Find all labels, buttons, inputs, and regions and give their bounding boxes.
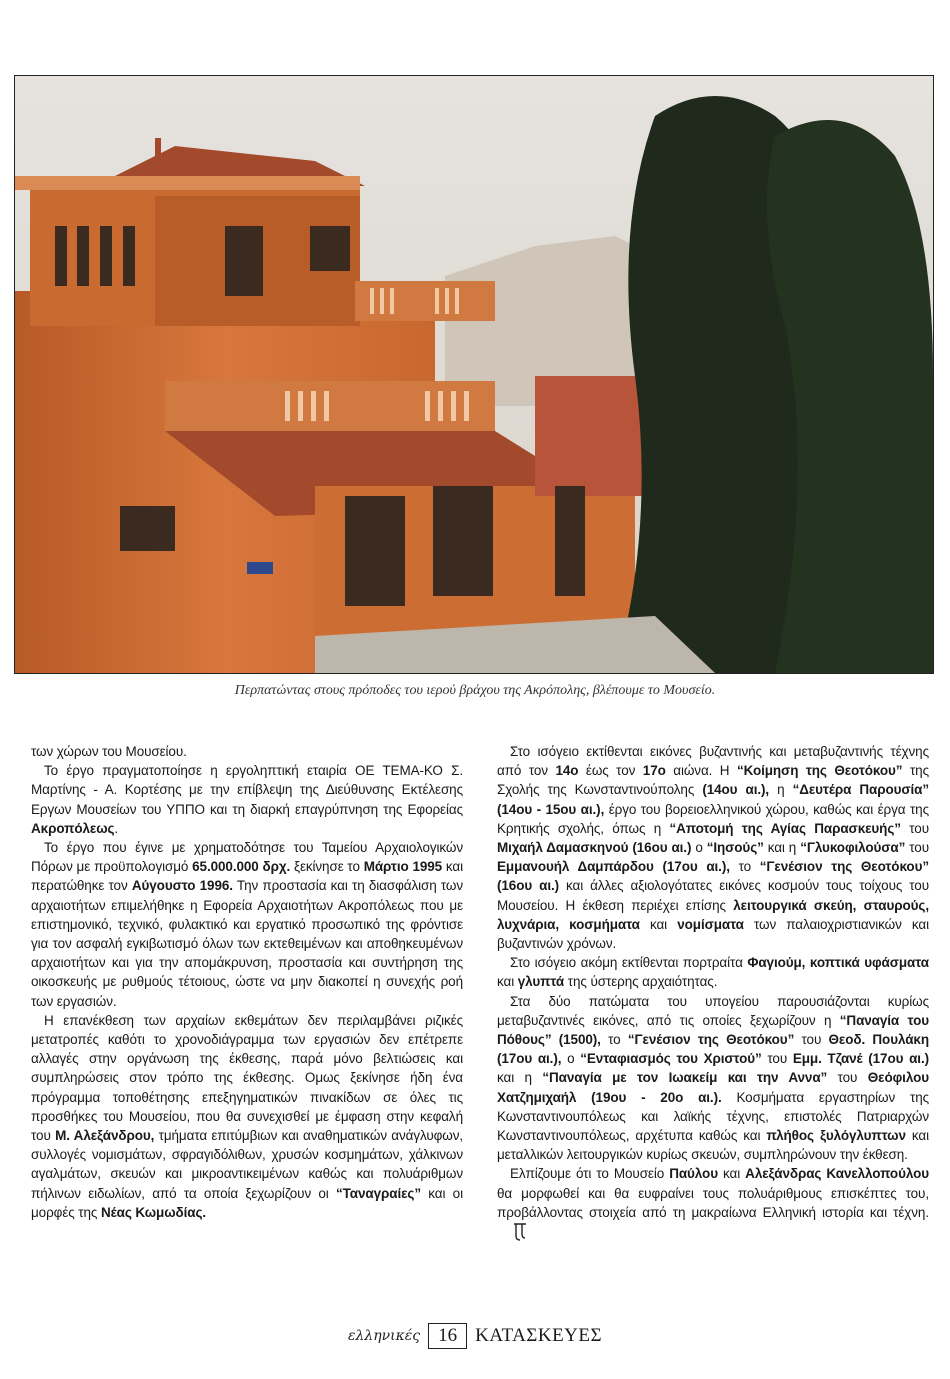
building-photo <box>14 75 934 674</box>
side-balustrade <box>355 281 495 321</box>
chimney <box>155 138 161 178</box>
shutter-2 <box>433 486 493 596</box>
shutter-3 <box>555 486 585 596</box>
paragraph: Στα δύο πατώματα του υπογείου παρουσιάζονται κυρίως μεταβυζαντινές εικόνες, από τις οποίες ξεχωρίζουν η “Παναγία του Πόθους” (1500), το “Γενέσιον της Θεοτόκου” του Θεοδ. Πουλάκη (17ου αι.), ο “Ενταφιασμός του Χριστού” του Εμμ. Τζανέ (17ου αι.) και η “Παναγία με τον Ιωακείμ και την Αννα” του Θεόφιλου Χατζημιχαήλ (19ου - 20ο αι.). Κοσμήματα εργαστηρίων της Κωνσταντινουπόλεως και λαϊκής τέχνης, επιστολές Πατριαρχών Κωνσταντινουπόλεως, αρχέτυπα καθώς και πλήθος ξυλόγλυπτων και μεταλλικών λειτουργικών κυρίως σκευών, συμπληρώνουν την έκθεση. <box>497 993 930 1163</box>
paragraph: Το έργο που έγινε με χρηματοδότησε του Ταμείου Αρχαιολογικών Πόρων με προϋπολογισμό 65.000.000 δρχ. ξεκίνησε το Μάρτιο 1995 και περατώθηκε τον Αύγουστο 1996. Την προστασία και τη διασφάλιση των αρχαιοτήτων επιμελήθηκε η Εφορεία Αρχαιοτήτων Ακροπόλεως που με επιστημονικό, τεχνικό, φυλακτικό και εργατικό προσωπικό της φρόντισε για τον ασφαλή εγκιβωτισμό όλων των εκτεθειμένων και αποθηκευμένων αρχαιοτήτων και για την απομάκρυνση, προστασία και συντήρηση της οικοσκευής με ρυθμούς τέτοιους, ώστε να μην διακοπεί η συνεχής ροή των εργασιών. <box>31 840 464 1009</box>
street-sign <box>247 562 273 574</box>
middle-balustrade <box>165 381 495 431</box>
balcony-railing <box>120 506 175 551</box>
magazine-brand: ελληνικές <box>347 1328 421 1344</box>
paragraph: Η επανέκθεση των αρχαίων εκθεμάτων δεν περιλαμβάνει ριζικές μετατροπές καθότι το χρονοδιάγραμμα των εργασιών δεν επέτρεπε αλλαγές στην οργάνωση της έκθεσης, παρά μόνο βελτιώσεις και συμπληρώσεις στον τρόπο της έκθεσης. Ομως ξεκίνησε ήδη ένα πρόγραμμα τοποθέτησης επεξηγηματικών πινακίδων σε όλες τις προσθήκες του Μουσείου, που θα συνεχισθεί με έμφαση στην κεφαλή του Μ. Αλεξάνδρου, τμήματα επιτύμβιων και αναθηματικών ανάγλυφων, συλλογές νομισμάτων, σφραγιδόλιθων, χρυσών κοσμημάτων, χάλκινων αγαλμάτων, σκευών και μικροαντικειμένων καθώς και πολυάριθμων πήλινων ειδωλίων, από τα οποία ξεχωρίζουν οι “Ταναγραίες” και οι μορφές της Νέας Κωμωδίας. <box>31 1012 463 1220</box>
paragraph: Στο ισόγειο ακόμη εκτίθενται πορτραίτα Φαγιούμ, κοπτικά υφάσματα και γλυπτά της ύστερης αρχαιότητας. <box>497 955 929 990</box>
section-name: ΚΑΤΑΣΚΕΥΕΣ <box>475 1325 603 1346</box>
left-column <box>31 742 463 1222</box>
paragraph: των χώρων του Μουσείου. <box>31 744 187 759</box>
top-balustrade <box>15 176 360 190</box>
right-column <box>497 742 929 1247</box>
paragraph: Ελπίζουμε ότι το Μουσείο Παύλου και Αλεξάνδρας Κανελλοπούλου θα μορφωθεί και θα ευφραίνει τους πολυάριθμους επισκέπτες του, προβάλλοντας στοιχεία από τη μακραίωνα Ελληνική ιστορία και τέχνη. <box>497 1164 929 1247</box>
page-footer <box>0 1323 950 1349</box>
shutter-1 <box>345 496 405 606</box>
end-of-article-icon <box>499 1222 528 1247</box>
tower-window-grille <box>310 226 350 271</box>
museum-building-illustration <box>15 76 933 673</box>
page-number: 16 <box>428 1323 467 1349</box>
paragraph: Στο ισόγειο εκτίθενται εικόνες βυζαντινής και μεταβυζαντινής τέχνης από τον 14ο έως τον 17ο αιώνα. Η “Κοίμηση της Θεοτόκου” της Σχολής της Κωνσταντινούπολης (14ου αι.), η “Δευτέρα Παρουσία” (14ου - 15ου αι.), έργο του βορειοελληνικού χώρου, καθώς και έργα της Κρητικής σχολής, όπως η “Αποτομή της Αγίας Παρασκευής” του Μιχαήλ Δαμασκηνού (16ου αι.) ο “Ιησούς” και η “Γλυκοφιλούσα” του Εμμανουήλ Δαμπάρδου (17ου αι.), το “Γενέσιον της Θεοτόκου” (16ου αι.) και άλλες αξιολογότατες εικόνες κοσμούν τους τοίχους του Μουσείου. Η έκθεση περιέχει επίσης λειτουργικά σκεύη, σταυρούς, λυχνάρια, κοσμήματα και νομίσματα των παλαιοχριστιανικών και βυζαντινών χρόνων. <box>497 744 929 952</box>
paragraph: Το έργο πραγματοποίησε η εργοληπτική εταιρία ΟΕ ΤΕΜΑ-ΚΟ Σ. Μαρτίνης - Α. Κορτέσης με την επίβλεψη της Διεύθυνσης Εκτέλεσης Εργων Μουσείων του ΥΠΠΟ και τη διαρκή επαγρύπνηση της Εφορείας Ακροπόλεως. <box>31 763 463 836</box>
tower-window <box>225 226 263 296</box>
photo-caption: Περπατώντας στους πρόποδες του ιερού βράχου της Ακρόπολης, βλέπουμε το Μουσείο. <box>234 683 716 698</box>
